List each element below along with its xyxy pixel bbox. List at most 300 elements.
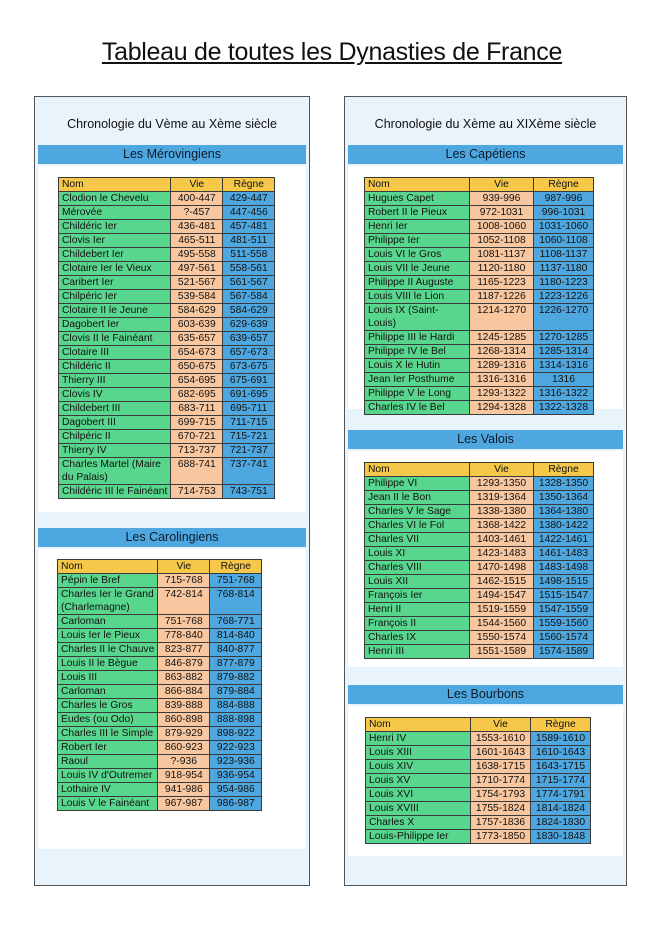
cell-regne: 1314-1316: [534, 359, 594, 373]
cell-nom: Louis XVIII: [366, 802, 471, 816]
table-row: [365, 561, 594, 575]
table-header-row: [365, 178, 594, 192]
cell-regne: 1422-1461: [534, 533, 594, 547]
cell-regne: 447-456: [223, 206, 275, 220]
cell-regne: 673-675: [223, 360, 275, 374]
table-row: [365, 248, 594, 262]
cell-regne: 1316: [534, 373, 594, 387]
table-row: [58, 769, 262, 783]
cell-vie: 863-882: [158, 671, 210, 685]
cell-vie: 742-814: [158, 588, 210, 615]
cell-nom: Louis V le Fainéant: [58, 797, 158, 811]
table-row: [58, 727, 262, 741]
cell-nom: Carloman: [58, 685, 158, 699]
cell-nom: Charles Martel (Maire du Palais): [59, 458, 171, 485]
cell-nom: Robert Ier: [58, 741, 158, 755]
cell-regne: 1316-1322: [534, 387, 594, 401]
cell-regne: 987-996: [534, 192, 594, 206]
cell-vie: 1519-1559: [470, 603, 534, 617]
cell-vie: 1757-1836: [471, 816, 531, 830]
cell-regne: 1060-1108: [534, 234, 594, 248]
cell-vie: 860-898: [158, 713, 210, 727]
table-row: [59, 416, 275, 430]
cell-nom: Louis Ier le Pieux: [58, 629, 158, 643]
table-row: [366, 732, 591, 746]
cell-nom: Robert II le Pieux: [365, 206, 470, 220]
right-column-panel: [344, 96, 627, 886]
cell-nom: Clotaire Ier le Vieux: [59, 262, 171, 276]
cell-nom: Louis IV d'Outremer: [58, 769, 158, 783]
cell-regne: 511-558: [223, 248, 275, 262]
cell-vie: 778-840: [158, 629, 210, 643]
header-regne: Règne: [210, 560, 262, 574]
cell-nom: Clovis Ier: [59, 234, 171, 248]
header-vie: Vie: [471, 718, 531, 732]
cell-nom: Childéric II: [59, 360, 171, 374]
header-nom: Nom: [365, 463, 470, 477]
table-row: [365, 220, 594, 234]
table-row: [59, 402, 275, 416]
cell-nom: Raoul: [58, 755, 158, 769]
cell-regne: 721-737: [223, 444, 275, 458]
table-row: [58, 713, 262, 727]
cell-nom: Henri Ier: [365, 220, 470, 234]
table-row: [59, 458, 275, 485]
table-row: [366, 816, 591, 830]
header-nom: Nom: [59, 178, 171, 192]
cell-vie: 1293-1322: [470, 387, 534, 401]
cell-vie: 584-629: [171, 304, 223, 318]
cell-vie: 1423-1483: [470, 547, 534, 561]
cell-nom: Charles VIII: [365, 561, 470, 575]
table-row: [59, 388, 275, 402]
cell-nom: Clodion le Chevelu: [59, 192, 171, 206]
cell-nom: Henri IV: [366, 732, 471, 746]
valois-table: [364, 462, 594, 659]
cell-regne: 751-768: [210, 574, 262, 588]
table-row: [58, 671, 262, 685]
cell-vie: 866-884: [158, 685, 210, 699]
table-row: [366, 760, 591, 774]
cell-regne: 675-691: [223, 374, 275, 388]
cell-vie: 495-558: [171, 248, 223, 262]
cell-regne: 768-771: [210, 615, 262, 629]
table-row: [58, 699, 262, 713]
left-column-header: Chronologie du Vème au Xème siècle: [67, 117, 277, 131]
cell-vie: 1470-1498: [470, 561, 534, 575]
table-row: [59, 192, 275, 206]
table-row: [365, 617, 594, 631]
cell-vie: 1052-1108: [470, 234, 534, 248]
cell-nom: Lothaire IV: [58, 783, 158, 797]
cell-regne: 1328-1350: [534, 477, 594, 491]
cell-nom: François II: [365, 617, 470, 631]
merovingiens-title: Les Mérovingiens: [38, 145, 306, 164]
cell-vie: 688-741: [171, 458, 223, 485]
cell-nom: Louis-Philippe Ier: [366, 830, 471, 844]
cell-regne: 1559-1560: [534, 617, 594, 631]
cell-nom: Dagobert Ier: [59, 318, 171, 332]
cell-vie: 714-753: [171, 485, 223, 499]
cell-vie: 699-715: [171, 416, 223, 430]
cell-vie: 1754-1793: [471, 788, 531, 802]
cell-vie: 939-996: [470, 192, 534, 206]
cell-nom: Henri III: [365, 645, 470, 659]
table-row: [58, 629, 262, 643]
header-vie: Vie: [171, 178, 223, 192]
table-row: [366, 746, 591, 760]
table-row: [365, 206, 594, 220]
table-row: [365, 192, 594, 206]
table-header-row: [58, 560, 262, 574]
cell-nom: Charles IX: [365, 631, 470, 645]
cell-nom: Jean II le Bon: [365, 491, 470, 505]
table-row: [59, 234, 275, 248]
table-row: [59, 374, 275, 388]
cell-vie: 715-768: [158, 574, 210, 588]
table-row: [365, 262, 594, 276]
cell-vie: 654-673: [171, 346, 223, 360]
cell-vie: 670-721: [171, 430, 223, 444]
table-row: [365, 387, 594, 401]
cell-regne: 888-898: [210, 713, 262, 727]
cell-vie: 879-929: [158, 727, 210, 741]
table-row: [365, 575, 594, 589]
cell-regne: 840-877: [210, 643, 262, 657]
cell-regne: 1498-1515: [534, 575, 594, 589]
cell-regne: 1461-1483: [534, 547, 594, 561]
cell-regne: 986-987: [210, 797, 262, 811]
cell-regne: 1285-1314: [534, 345, 594, 359]
cell-regne: 954-986: [210, 783, 262, 797]
table-row: [59, 332, 275, 346]
cell-vie: 1294-1328: [470, 401, 534, 415]
cell-nom: François Ier: [365, 589, 470, 603]
cell-nom: Charles VII: [365, 533, 470, 547]
table-row: [58, 643, 262, 657]
header-nom: Nom: [365, 178, 470, 192]
header-vie: Vie: [158, 560, 210, 574]
cell-regne: 657-673: [223, 346, 275, 360]
cell-vie: 860-923: [158, 741, 210, 755]
cell-nom: Mérovée: [59, 206, 171, 220]
capetiens-title: Les Capétiens: [348, 145, 623, 164]
table-row: [59, 430, 275, 444]
cell-vie: 1338-1380: [470, 505, 534, 519]
cell-regne: 996-1031: [534, 206, 594, 220]
cell-vie: 465-511: [171, 234, 223, 248]
cell-regne: 1322-1328: [534, 401, 594, 415]
cell-vie: 1462-1515: [470, 575, 534, 589]
cell-vie: 1553-1610: [471, 732, 531, 746]
cell-regne: 715-721: [223, 430, 275, 444]
cell-nom: Louis XVI: [366, 788, 471, 802]
cell-regne: 814-840: [210, 629, 262, 643]
cell-nom: Childebert Ier: [59, 248, 171, 262]
table-row: [59, 485, 275, 499]
table-row: [59, 262, 275, 276]
cell-vie: 751-768: [158, 615, 210, 629]
cell-nom: Louis VII le Jeune: [365, 262, 470, 276]
cell-regne: 1380-1422: [534, 519, 594, 533]
table-row: [58, 588, 262, 615]
cell-nom: Philippe V le Long: [365, 387, 470, 401]
table-row: [59, 304, 275, 318]
cell-regne: 1774-1791: [531, 788, 591, 802]
table-row: [365, 631, 594, 645]
left-column-panel: [34, 96, 310, 886]
table-row: [59, 318, 275, 332]
cell-vie: 1081-1137: [470, 248, 534, 262]
table-row: [59, 276, 275, 290]
page-title: Tableau de toutes les Dynasties de France: [101, 38, 563, 66]
cell-nom: Louis X le Hutin: [365, 359, 470, 373]
cell-nom: Louis XIV: [366, 760, 471, 774]
cell-vie: 635-657: [171, 332, 223, 346]
cell-nom: Philippe IV le Bel: [365, 345, 470, 359]
cell-regne: 558-561: [223, 262, 275, 276]
cell-nom: Charles VI le Fol: [365, 519, 470, 533]
cell-nom: Louis IX (Saint-Louis): [365, 304, 470, 331]
cell-nom: Childéric III le Fainéant: [59, 485, 171, 499]
cell-nom: Pépin le Bref: [58, 574, 158, 588]
cell-regne: 879-882: [210, 671, 262, 685]
cell-nom: Childebert III: [59, 402, 171, 416]
cell-regne: 1108-1137: [534, 248, 594, 262]
cell-vie: 1289-1316: [470, 359, 534, 373]
cell-vie: 713-737: [171, 444, 223, 458]
cell-regne: 1814-1824: [531, 802, 591, 816]
cell-regne: 1180-1223: [534, 276, 594, 290]
bourbons-title: Les Bourbons: [348, 685, 623, 704]
table-row: [365, 491, 594, 505]
table-row: [365, 373, 594, 387]
cell-vie: 436-481: [171, 220, 223, 234]
cell-regne: 481-511: [223, 234, 275, 248]
cell-vie: 1368-1422: [470, 519, 534, 533]
table-header-row: [365, 463, 594, 477]
cell-vie: 682-695: [171, 388, 223, 402]
cell-vie: 1773-1850: [471, 830, 531, 844]
cell-nom: Louis XIII: [366, 746, 471, 760]
cell-vie: 1638-1715: [471, 760, 531, 774]
cell-vie: 1755-1824: [471, 802, 531, 816]
cell-vie: 497-561: [171, 262, 223, 276]
cell-vie: 1550-1574: [470, 631, 534, 645]
cell-regne: 1031-1060: [534, 220, 594, 234]
table-row: [365, 477, 594, 491]
table-row: [59, 346, 275, 360]
cell-nom: Louis VI le Gros: [365, 248, 470, 262]
cell-vie: 1268-1314: [470, 345, 534, 359]
cell-vie: 1214-1270: [470, 304, 534, 331]
header-vie: Vie: [470, 178, 534, 192]
cell-vie: 972-1031: [470, 206, 534, 220]
cell-regne: 457-481: [223, 220, 275, 234]
cell-nom: Philippe III le Hardi: [365, 331, 470, 345]
table-row: [365, 345, 594, 359]
cell-nom: Louis XII: [365, 575, 470, 589]
cell-vie: 1120-1180: [470, 262, 534, 276]
table-row: [366, 774, 591, 788]
cell-nom: Charles IV le Bel: [365, 401, 470, 415]
cell-nom: Louis II le Bègue: [58, 657, 158, 671]
cell-nom: Thierry IV: [59, 444, 171, 458]
cell-regne: 429-447: [223, 192, 275, 206]
cell-nom: Charles V le Sage: [365, 505, 470, 519]
table-header-row: [59, 178, 275, 192]
table-row: [365, 234, 594, 248]
cell-regne: 877-879: [210, 657, 262, 671]
cell-vie: ?-936: [158, 755, 210, 769]
cell-regne: 711-715: [223, 416, 275, 430]
cell-nom: Charles Ier le Grand (Charlemagne): [58, 588, 158, 615]
cell-nom: Charles II le Chauve: [58, 643, 158, 657]
cell-regne: 737-741: [223, 458, 275, 485]
cell-regne: 1560-1574: [534, 631, 594, 645]
cell-regne: 1483-1498: [534, 561, 594, 575]
cell-nom: Dagobert III: [59, 416, 171, 430]
header-regne: Règne: [223, 178, 275, 192]
table-row: [365, 547, 594, 561]
cell-nom: Childéric Ier: [59, 220, 171, 234]
cell-nom: Clovis IV: [59, 388, 171, 402]
cell-nom: Louis XI: [365, 547, 470, 561]
cell-regne: 898-922: [210, 727, 262, 741]
cell-vie: 918-954: [158, 769, 210, 783]
cell-nom: Clotaire III: [59, 346, 171, 360]
cell-regne: 1515-1547: [534, 589, 594, 603]
cell-vie: 823-877: [158, 643, 210, 657]
table-row: [59, 360, 275, 374]
cell-vie: ?-457: [171, 206, 223, 220]
bourbons-table: [365, 717, 591, 844]
table-row: [365, 276, 594, 290]
cell-vie: 683-711: [171, 402, 223, 416]
table-row: [365, 290, 594, 304]
table-row: [365, 603, 594, 617]
cell-nom: Carloman: [58, 615, 158, 629]
table-row: [58, 685, 262, 699]
cell-vie: 941-986: [158, 783, 210, 797]
cell-regne: 567-584: [223, 290, 275, 304]
cell-regne: 1270-1285: [534, 331, 594, 345]
cell-regne: 1226-1270: [534, 304, 594, 331]
cell-nom: Caribert Ier: [59, 276, 171, 290]
carolingiens-title: Les Carolingiens: [38, 528, 306, 547]
cell-nom: Chilpéric II: [59, 430, 171, 444]
cell-vie: 1008-1060: [470, 220, 534, 234]
cell-nom: Clotaire II le Jeune: [59, 304, 171, 318]
table-row: [58, 741, 262, 755]
cell-regne: 584-629: [223, 304, 275, 318]
cell-vie: 1710-1774: [471, 774, 531, 788]
cell-regne: 629-639: [223, 318, 275, 332]
cell-nom: Eudes (ou Odo): [58, 713, 158, 727]
cell-nom: Louis XV: [366, 774, 471, 788]
table-row: [366, 830, 591, 844]
cell-nom: Henri II: [365, 603, 470, 617]
table-row: [365, 331, 594, 345]
cell-nom: Louis VIII le Lion: [365, 290, 470, 304]
cell-vie: 1316-1316: [470, 373, 534, 387]
table-row: [59, 206, 275, 220]
cell-nom: Philippe II Auguste: [365, 276, 470, 290]
cell-regne: 1589-1610: [531, 732, 591, 746]
cell-vie: 654-695: [171, 374, 223, 388]
cell-regne: 936-954: [210, 769, 262, 783]
cell-regne: 1830-1848: [531, 830, 591, 844]
table-row: [58, 574, 262, 588]
cell-regne: 1223-1226: [534, 290, 594, 304]
cell-regne: 884-888: [210, 699, 262, 713]
table-row: [58, 615, 262, 629]
table-row: [58, 797, 262, 811]
cell-nom: Philippe Ier: [365, 234, 470, 248]
cell-regne: 1824-1830: [531, 816, 591, 830]
cell-vie: 1319-1364: [470, 491, 534, 505]
table-row: [365, 304, 594, 331]
table-row: [365, 589, 594, 603]
table-row: [365, 533, 594, 547]
right-column-header: Chronologie du Xème au XIXème siècle: [374, 117, 597, 131]
cell-nom: Hugues Capet: [365, 192, 470, 206]
table-row: [58, 657, 262, 671]
table-row: [59, 290, 275, 304]
cell-regne: 1643-1715: [531, 760, 591, 774]
cell-nom: Thierry III: [59, 374, 171, 388]
cell-regne: 691-695: [223, 388, 275, 402]
header-regne: Règne: [531, 718, 591, 732]
table-row: [365, 401, 594, 415]
header-nom: Nom: [366, 718, 471, 732]
cell-nom: Louis III: [58, 671, 158, 685]
table-row: [365, 519, 594, 533]
cell-regne: 1364-1380: [534, 505, 594, 519]
cell-vie: 521-567: [171, 276, 223, 290]
table-row: [59, 444, 275, 458]
cell-nom: Chilpéric Ier: [59, 290, 171, 304]
cell-regne: 923-936: [210, 755, 262, 769]
table-row: [365, 645, 594, 659]
cell-regne: 561-567: [223, 276, 275, 290]
cell-vie: 967-987: [158, 797, 210, 811]
cell-regne: 1547-1559: [534, 603, 594, 617]
cell-vie: 1601-1643: [471, 746, 531, 760]
cell-nom: Jean Ier Posthume: [365, 373, 470, 387]
cell-vie: 1293-1350: [470, 477, 534, 491]
cell-vie: 1165-1223: [470, 276, 534, 290]
cell-regne: 639-657: [223, 332, 275, 346]
cell-vie: 1494-1547: [470, 589, 534, 603]
cell-regne: 768-814: [210, 588, 262, 615]
merovingiens-table: [58, 177, 275, 499]
table-row: [59, 248, 275, 262]
header-regne: Règne: [534, 178, 594, 192]
cell-vie: 1544-1560: [470, 617, 534, 631]
cell-regne: 1574-1589: [534, 645, 594, 659]
cell-vie: 1551-1589: [470, 645, 534, 659]
cell-nom: Philippe VI: [365, 477, 470, 491]
cell-regne: 1350-1364: [534, 491, 594, 505]
header-regne: Règne: [534, 463, 594, 477]
header-vie: Vie: [470, 463, 534, 477]
cell-regne: 695-711: [223, 402, 275, 416]
cell-vie: 846-879: [158, 657, 210, 671]
table-row: [58, 755, 262, 769]
carolingiens-table: [57, 559, 262, 811]
cell-regne: 1715-1774: [531, 774, 591, 788]
